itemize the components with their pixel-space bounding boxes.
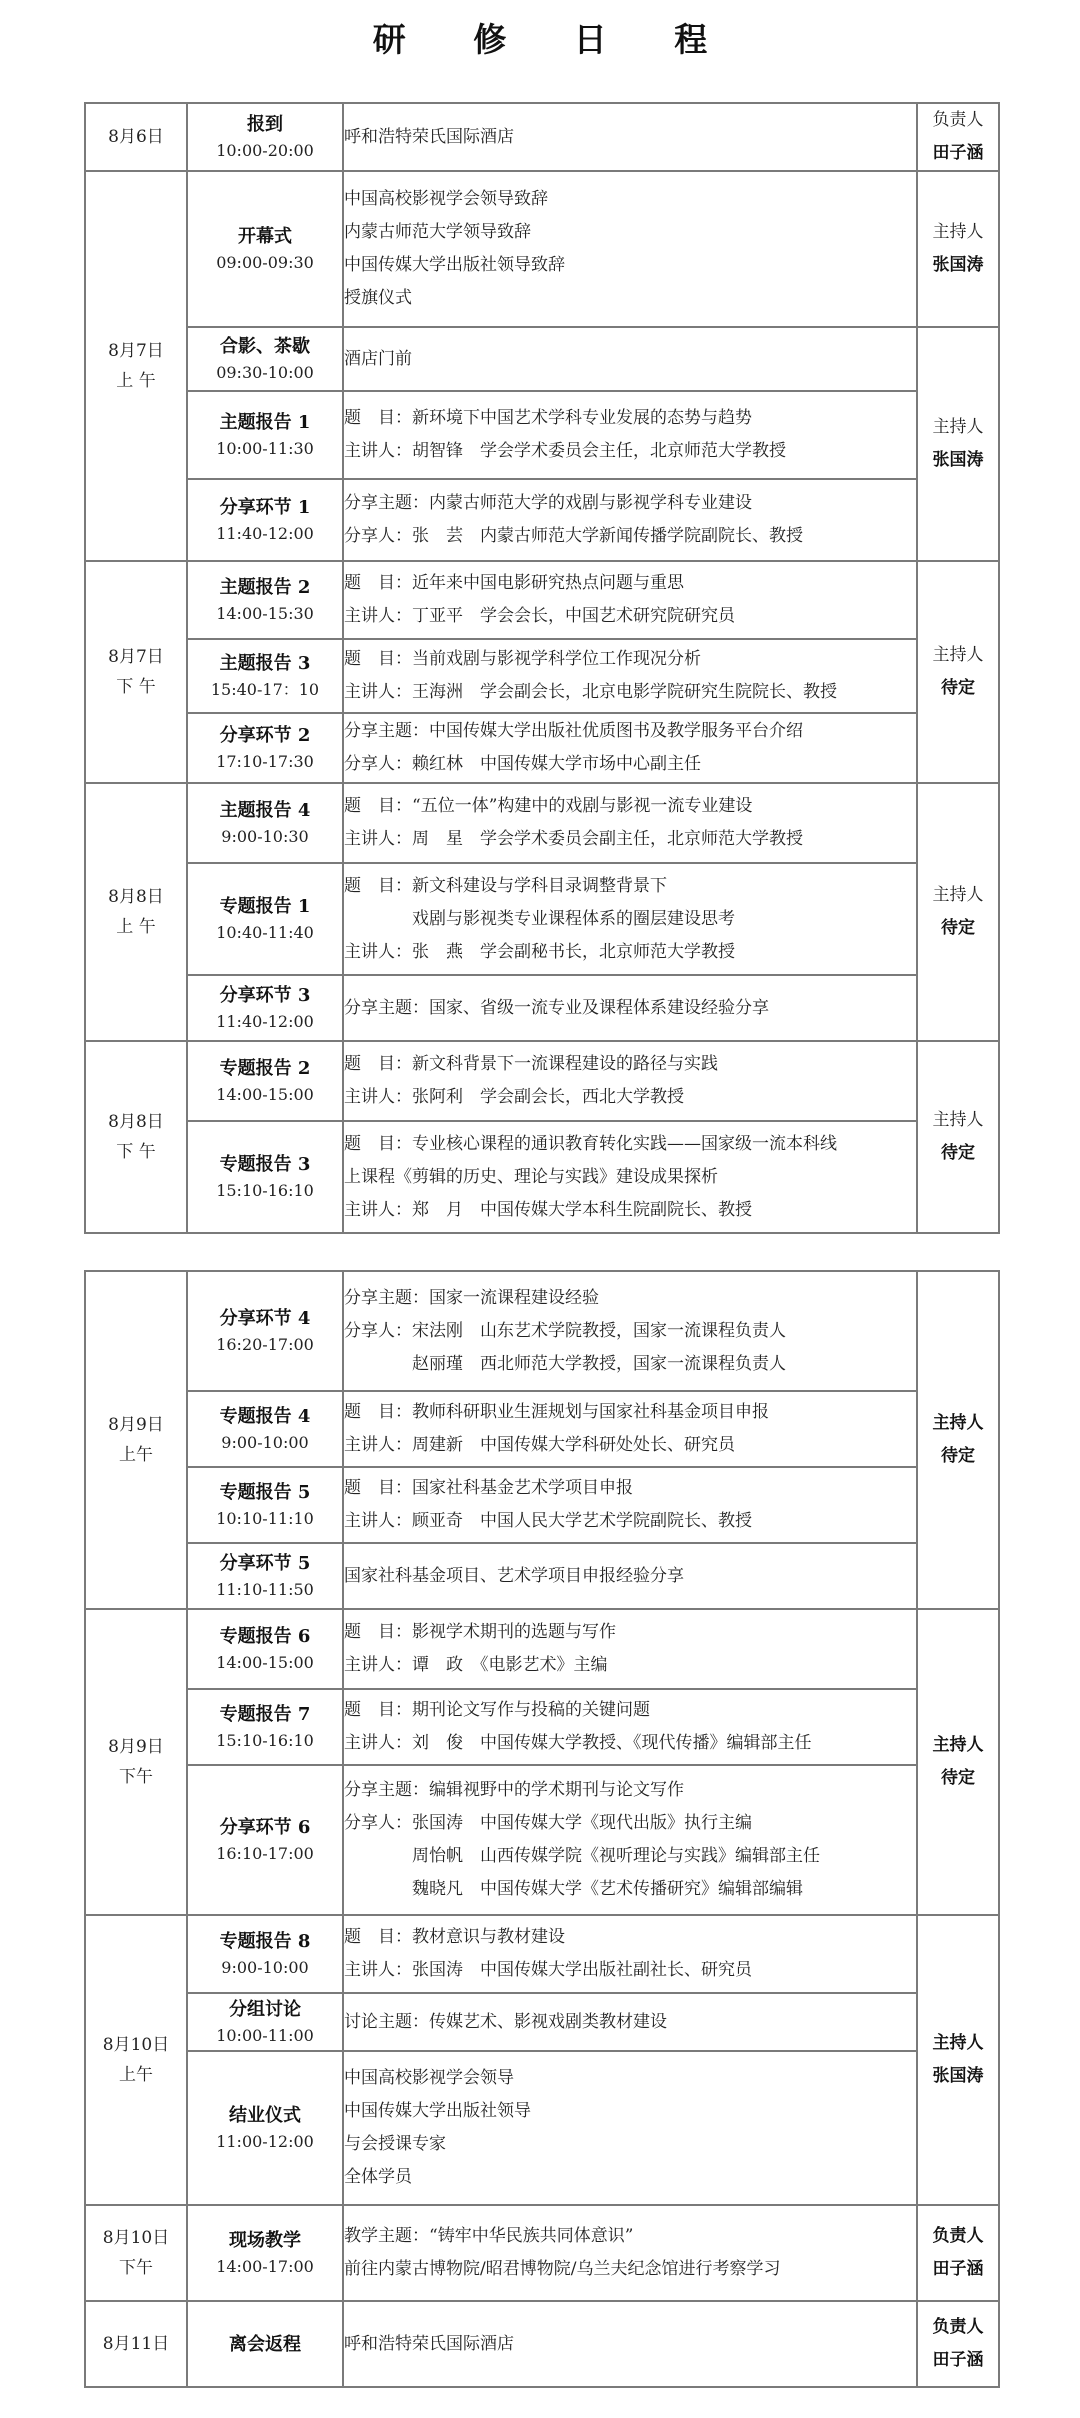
table-row — [85, 2051, 999, 2205]
date-cell — [85, 1609, 187, 1915]
content-line: 魏晓凡 中国传媒大学《艺术传播研究》编辑部编辑 — [344, 1879, 803, 1899]
role-label: 负责人 — [932, 2317, 984, 2337]
session-cell — [187, 1467, 343, 1543]
table-row — [85, 1391, 999, 1467]
person-name: 待定 — [941, 1446, 975, 1466]
person-name: 田子涵 — [932, 2259, 984, 2279]
session-time: 11:40-12:00 — [216, 1011, 314, 1031]
content-line: 呼和浩特荣氏国际酒店 — [344, 126, 514, 147]
session-time: 09:30-10:00 — [216, 362, 314, 382]
session-name: 专题报告 7 — [219, 1703, 311, 1725]
session-time: 9:00-10:30 — [221, 826, 309, 846]
session-time: 10:00-11:00 — [216, 2025, 314, 2045]
session-time: 16:10-17:00 — [216, 1843, 314, 1863]
session-name: 报到 — [247, 113, 283, 135]
content-cell — [343, 2205, 917, 2301]
table-row — [85, 1915, 999, 1993]
session-cell — [187, 639, 343, 713]
content-cell — [343, 1041, 917, 1121]
table-row — [85, 171, 999, 327]
role-cell — [917, 1609, 999, 1915]
session-time: 09:00-09:30 — [216, 252, 314, 272]
content-line: 主讲人：张国涛 中国传媒大学出版社副社长、研究员 — [344, 1960, 752, 1980]
content-line: 戏剧与影视类专业课程体系的圈层建设思考 — [344, 908, 735, 929]
date-label: 8月6日 — [108, 127, 164, 147]
session-cell — [187, 1543, 343, 1609]
session-name: 分享环节 5 — [219, 1552, 311, 1574]
session-cell — [187, 327, 343, 391]
content-cell — [343, 1391, 917, 1467]
role-label: 主持人 — [932, 645, 984, 665]
date-label: 8月9日 — [108, 1737, 164, 1757]
content-line: 上课程《剪辑的历史、理论与实践》建设成果探析 — [344, 1166, 718, 1187]
content-line: 分享人：张 芸 内蒙古师范大学新闻传播学院副院长、教授 — [344, 526, 803, 546]
content-line: 赵丽瑾 西北师范大学教授，国家一流课程负责人 — [344, 1353, 786, 1374]
table-row — [85, 561, 999, 639]
session-cell — [187, 171, 343, 327]
content-line: 分享主题：中国传媒大学出版社优质图书及教学服务平台介绍 — [344, 721, 803, 741]
content-line: 题 目：新环境下中国艺术学科专业发展的态势与趋势 — [344, 408, 752, 428]
period-label: 下 午 — [116, 1142, 156, 1162]
content-cell — [343, 783, 917, 863]
session-name: 主题报告 2 — [219, 576, 311, 598]
table-row — [85, 639, 999, 713]
content-line: 内蒙古师范大学领导致辞 — [344, 222, 531, 242]
content-line: 分享人：张国涛 中国传媒大学《现代出版》执行主编 — [344, 1813, 752, 1833]
content-line: 主讲人：刘 俊 中国传媒大学教授、《现代传播》编辑部主任 — [344, 1733, 812, 1753]
content-line: 分享主题：内蒙古师范大学的戏剧与影视学科专业建设 — [344, 493, 752, 513]
session-cell — [187, 1391, 343, 1467]
content-cell — [343, 2051, 917, 2205]
session-time: 11:00-12:00 — [216, 2131, 314, 2151]
content-line: 分享人：宋法刚 山东艺术学院教授，国家一流课程负责人 — [344, 1320, 786, 1341]
content-line: 授旗仪式 — [344, 288, 412, 308]
date-cell — [85, 783, 187, 1041]
content-line: 主讲人：王海洲 学会副会长，北京电影学院研究生院院长、教授 — [344, 682, 837, 702]
session-cell — [187, 975, 343, 1041]
session-cell — [187, 479, 343, 561]
person-name: 张国涛 — [932, 2066, 984, 2086]
role-cell — [917, 1041, 999, 1233]
table-row — [85, 975, 999, 1041]
date-label: 8月7日 — [108, 647, 164, 667]
role-cell — [917, 561, 999, 783]
session-name: 专题报告 3 — [219, 1153, 311, 1175]
content-line: 主讲人：张 燕 学会副秘书长，北京师范大学教授 — [344, 941, 735, 962]
table-row — [85, 783, 999, 863]
table-row — [85, 2301, 999, 2387]
content-cell — [343, 171, 917, 327]
person-name: 张国涛 — [932, 255, 984, 275]
period-label: 上 午 — [116, 371, 156, 391]
session-time: 15:10-16:10 — [216, 1730, 314, 1750]
table-row — [85, 1121, 999, 1233]
date-label: 8月7日 — [108, 341, 164, 361]
content-line: 讨论主题：传媒艺术、影视戏剧类教材建设 — [344, 2011, 667, 2032]
date-cell — [85, 103, 187, 171]
content-line: 分享主题：编辑视野中的学术期刊与论文写作 — [344, 1780, 684, 1800]
date-cell — [85, 1271, 187, 1609]
session-time: 14:00-15:00 — [216, 1652, 314, 1672]
content-line: 主讲人：丁亚平 学会会长，中国艺术研究院研究员 — [344, 606, 735, 626]
table-row — [85, 327, 999, 391]
role-cell — [917, 1915, 999, 2205]
role-cell — [917, 2205, 999, 2301]
session-time: 14:00-15:30 — [216, 603, 314, 623]
session-name: 专题报告 6 — [219, 1625, 311, 1647]
period-label: 下午 — [119, 1767, 153, 1787]
session-name: 专题报告 8 — [219, 1930, 311, 1952]
session-name: 分享环节 4 — [219, 1307, 311, 1329]
table-row — [85, 391, 999, 479]
session-name: 主题报告 3 — [219, 652, 311, 674]
content-cell — [343, 1609, 917, 1689]
content-line: 前往内蒙古博物院/昭君博物院/乌兰夫纪念馆进行考察学习 — [344, 2259, 781, 2279]
content-line: 题 目：教师科研职业生涯规划与国家社科基金项目申报 — [344, 1402, 769, 1422]
role-cell — [917, 1271, 999, 1609]
session-name: 分享环节 6 — [219, 1816, 311, 1838]
person-name: 田子涵 — [932, 2350, 984, 2370]
date-cell — [85, 2205, 187, 2301]
session-name: 分享环节 1 — [219, 496, 311, 518]
session-cell — [187, 1271, 343, 1391]
role-label: 负责人 — [932, 2226, 984, 2246]
person-name: 待定 — [941, 678, 975, 698]
content-cell — [343, 713, 917, 783]
session-name: 分享环节 2 — [219, 724, 311, 746]
period-label: 下 午 — [116, 677, 156, 697]
content-line: 题 目：新文科建设与学科目录调整背景下 — [344, 875, 667, 896]
session-cell — [187, 1121, 343, 1233]
person-name: 张国涛 — [932, 450, 984, 470]
content-cell — [343, 1543, 917, 1609]
table-row — [85, 1271, 999, 1391]
period-label: 上午 — [119, 1445, 153, 1465]
role-label: 主持人 — [932, 885, 984, 905]
table-row — [85, 103, 999, 171]
content-cell — [343, 1689, 917, 1765]
role-label: 负责人 — [932, 110, 984, 130]
content-line: 主讲人：谭 政 《电影艺术》主编 — [344, 1655, 608, 1675]
session-name: 主题报告 1 — [219, 411, 311, 433]
session-cell — [187, 1609, 343, 1689]
content-line: 题 目：教材意识与教材建设 — [344, 1927, 565, 1947]
content-line: 题 目：专业核心课程的通识教育转化实践——国家级一流本科线 — [344, 1133, 837, 1154]
page-title: 研 修 日 程 — [372, 20, 736, 59]
date-cell — [85, 1915, 187, 2205]
schedule-table-1 — [84, 102, 1000, 1234]
content-cell — [343, 2301, 917, 2387]
session-time: 9:00-10:00 — [221, 1432, 309, 1452]
content-line: 全体学员 — [344, 2167, 412, 2187]
session-name: 离会返程 — [229, 2333, 301, 2355]
content-line: 周怡帆 山西传媒学院《视听理论与实践》编辑部主任 — [344, 1846, 820, 1866]
session-time: 10:10-11:10 — [216, 1508, 314, 1528]
content-line: 主讲人：顾亚奇 中国人民大学艺术学院副院长、教授 — [344, 1511, 752, 1531]
content-line: 呼和浩特荣氏国际酒店 — [344, 2333, 514, 2354]
session-time: 11:10-11:50 — [216, 1579, 314, 1599]
content-line: 主讲人：郑 月 中国传媒大学本科生院副院长、教授 — [344, 1199, 752, 1220]
session-cell — [187, 2301, 343, 2387]
period-label: 上午 — [119, 2065, 153, 2085]
session-time: 10:40-11:40 — [216, 922, 314, 942]
content-cell — [343, 1467, 917, 1543]
table-row — [85, 1609, 999, 1689]
role-cell — [917, 171, 999, 327]
session-cell — [187, 1041, 343, 1121]
content-line: 主讲人：胡智锋 学会学术委员会主任，北京师范大学教授 — [344, 441, 786, 461]
session-name: 开幕式 — [238, 225, 292, 247]
session-time: 15:40-17：10 — [210, 679, 320, 699]
content-line: 主讲人：周 星 学会学术委员会副主任，北京师范大学教授 — [344, 829, 803, 849]
session-cell — [187, 1689, 343, 1765]
session-name: 现场教学 — [229, 2229, 301, 2251]
content-line: 中国传媒大学出版社领导致辞 — [344, 255, 565, 275]
period-label: 上 午 — [116, 917, 156, 937]
content-cell — [343, 975, 917, 1041]
content-cell — [343, 103, 917, 171]
session-cell — [187, 2205, 343, 2301]
content-line: 国家社科基金项目、艺术学项目申报经验分享 — [344, 1565, 684, 1586]
table-row — [85, 1993, 999, 2051]
content-line: 题 目：影视学术期刊的选题与写作 — [344, 1622, 616, 1642]
content-cell — [343, 1993, 917, 2051]
content-line: 题 目：近年来中国电影研究热点问题与重思 — [344, 573, 684, 593]
session-cell — [187, 2051, 343, 2205]
content-line: 与会授课专家 — [344, 2134, 446, 2154]
content-cell — [343, 561, 917, 639]
session-name: 专题报告 1 — [219, 895, 311, 917]
table-row — [85, 863, 999, 975]
date-cell — [85, 1041, 187, 1233]
content-cell — [343, 479, 917, 561]
session-name: 分享环节 3 — [219, 984, 311, 1006]
table-row — [85, 713, 999, 783]
date-cell — [85, 2301, 187, 2387]
person-name: 田子涵 — [932, 143, 984, 163]
table-row — [85, 1543, 999, 1609]
session-time: 10:00-11:30 — [216, 438, 314, 458]
role-cell — [917, 327, 999, 561]
session-cell — [187, 713, 343, 783]
session-time: 10:00-20:00 — [216, 140, 314, 160]
content-line: 题 目：当前戏剧与影视学科学位工作现况分析 — [344, 649, 701, 669]
session-cell — [187, 1765, 343, 1915]
date-label: 8月9日 — [108, 1415, 164, 1435]
content-line: 分享主题：国家一流课程建设经验 — [344, 1287, 599, 1308]
session-cell — [187, 103, 343, 171]
content-line: 分享主题：国家、省级一流专业及课程体系建设经验分享 — [344, 997, 769, 1018]
session-cell — [187, 561, 343, 639]
role-label: 主持人 — [932, 222, 984, 242]
table-row — [85, 1467, 999, 1543]
content-cell — [343, 1271, 917, 1391]
content-line: 题 目：期刊论文写作与投稿的关键问题 — [344, 1700, 650, 1720]
role-label: 主持人 — [932, 1735, 984, 1755]
person-name: 待定 — [941, 918, 975, 938]
content-line: 中国高校影视学会领导 — [344, 2068, 514, 2088]
content-cell — [343, 863, 917, 975]
session-cell — [187, 1915, 343, 1993]
schedule-table-2 — [84, 1270, 1000, 2388]
date-label: 8月10日 — [102, 2035, 170, 2055]
date-label: 8月11日 — [102, 2334, 170, 2354]
session-cell — [187, 1993, 343, 2051]
content-cell — [343, 1915, 917, 1993]
role-cell — [917, 103, 999, 171]
session-cell — [187, 863, 343, 975]
content-line: 题 目：“五位一体”构建中的戏剧与影视一流专业建设 — [344, 796, 753, 816]
role-label: 主持人 — [932, 417, 984, 437]
session-time: 16:20-17:00 — [216, 1334, 314, 1354]
session-time: 15:10-16:10 — [216, 1180, 314, 1200]
content-cell — [343, 639, 917, 713]
content-line: 中国传媒大学出版社领导 — [344, 2101, 531, 2121]
content-line: 主讲人：张阿利 学会副会长，西北大学教授 — [344, 1087, 684, 1107]
session-name: 专题报告 2 — [219, 1057, 311, 1079]
table-row — [85, 479, 999, 561]
date-label: 8月8日 — [108, 1112, 164, 1132]
session-name: 结业仪式 — [229, 2104, 301, 2126]
session-time: 14:00-15:00 — [216, 1084, 314, 1104]
date-label: 8月10日 — [102, 2228, 170, 2248]
session-cell — [187, 783, 343, 863]
content-line: 题 目：新文科背景下一流课程建设的路径与实践 — [344, 1054, 718, 1074]
table-row — [85, 1041, 999, 1121]
date-cell — [85, 561, 187, 783]
table-row — [85, 1765, 999, 1915]
table-row — [85, 1689, 999, 1765]
content-line: 分享人：赖红林 中国传媒大学市场中心副主任 — [344, 754, 701, 774]
content-line: 题 目：国家社科基金艺术学项目申报 — [344, 1478, 633, 1498]
session-time: 14:00-17:00 — [216, 2256, 314, 2276]
role-label: 主持人 — [932, 2033, 984, 2053]
role-cell — [917, 783, 999, 1041]
person-name: 待定 — [941, 1768, 975, 1788]
session-name: 专题报告 5 — [219, 1481, 311, 1503]
content-line: 主讲人：周建新 中国传媒大学科研处处长、研究员 — [344, 1435, 735, 1455]
table-row — [85, 2205, 999, 2301]
date-cell — [85, 171, 187, 561]
period-label: 下午 — [119, 2258, 153, 2278]
content-line: 教学主题：“铸牢中华民族共同体意识” — [344, 2226, 634, 2246]
role-cell — [917, 2301, 999, 2387]
content-line: 酒店门前 — [344, 348, 412, 369]
session-time: 17:10-17:30 — [216, 751, 314, 771]
date-label: 8月8日 — [108, 887, 164, 907]
content-cell — [343, 1765, 917, 1915]
session-name: 合影、茶歇 — [220, 335, 310, 357]
session-cell — [187, 391, 343, 479]
content-cell — [343, 327, 917, 391]
role-label: 主持人 — [932, 1110, 984, 1130]
content-cell — [343, 391, 917, 479]
session-time: 9:00-10:00 — [221, 1957, 309, 1977]
role-label: 主持人 — [932, 1413, 984, 1433]
session-name: 分组讨论 — [229, 1998, 301, 2020]
person-name: 待定 — [941, 1143, 975, 1163]
content-cell — [343, 1121, 917, 1233]
content-line: 中国高校影视学会领导致辞 — [344, 189, 548, 209]
session-time: 11:40-12:00 — [216, 523, 314, 543]
session-name: 专题报告 4 — [219, 1405, 311, 1427]
session-name: 主题报告 4 — [219, 799, 311, 821]
